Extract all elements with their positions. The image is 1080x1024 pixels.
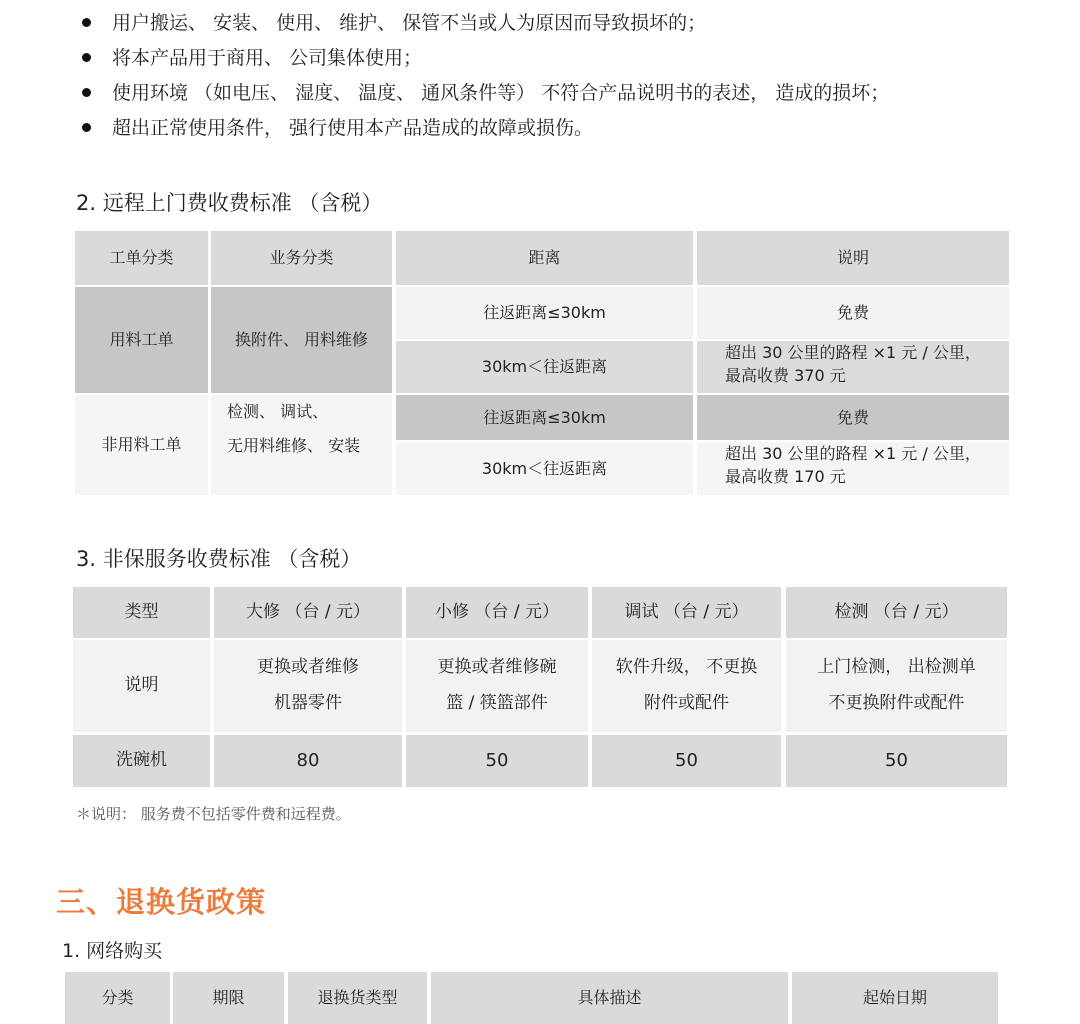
business-category: 换附件、 用料维修 [211,287,392,393]
distance-cell: 30km＜往返距离 [396,341,693,393]
list-item: 超出正常使用条件， 强行使用本产品造成的故障或损伤。 [80,113,889,148]
table-header-cell: 工单分类 [75,231,208,285]
fee-desc-cell: 超出 30 公里的路程 ×1 元 / 公里， 最高收费 170 元 [697,442,1009,495]
distance-cell: 往返距离≤30km [396,395,693,440]
table-header-cell: 期限 [173,972,284,1024]
business-category: 检测、 调试、 无用料维修、 安装 [211,395,392,495]
bullet-dot-icon [82,88,91,97]
price-cell: 80 [214,735,402,787]
remote-fee-title: 2. 远程上门费收费标准 （含税） [76,191,383,215]
list-item: 将本产品用于商用、 公司集体使用； [80,43,889,78]
row-label-cell: 说明 [73,640,210,732]
table-header-cell: 调试 （台 / 元） [592,587,781,638]
price-cell: 50 [786,735,1007,787]
service-desc-cell: 上门检测， 出检测单 不更换附件或配件 [786,640,1007,732]
fee-note: ＊说明： 服务费不包括零件费和远程费。 [76,805,351,823]
price-cell: 50 [592,735,781,787]
table-header-cell: 分类 [65,972,170,1024]
table-header-cell: 小修 （台 / 元） [406,587,588,638]
work-order-category: 非用料工单 [75,395,208,495]
table-header-cell: 大修 （台 / 元） [214,587,402,638]
service-desc-cell: 更换或者维修碗 篮 / 筷篮部件 [406,640,588,732]
service-desc-cell: 更换或者维修 机器零件 [214,640,402,732]
online-purchase-subtitle: 1. 网络购买 [62,940,163,962]
section-title: 三、退换货政策 [56,885,267,919]
fee-desc-cell: 免费 [697,395,1009,440]
bullet-dot-icon [82,53,91,62]
fee-desc-cell: 超出 30 公里的路程 ×1 元 / 公里， 最高收费 370 元 [697,341,1009,393]
table-header-cell: 说明 [697,231,1009,285]
table-header-cell: 退换货类型 [288,972,427,1024]
fee-desc-cell: 免费 [697,287,1009,339]
table-header-cell: 检测 （台 / 元） [786,587,1007,638]
table-header-cell: 起始日期 [792,972,998,1024]
bullet-dot-icon [82,18,91,27]
table-header-cell: 距离 [396,231,693,285]
list-item: 使用环境 （如电压、 湿度、 温度、 通风条件等） 不符合产品说明书的表述， 造成的损坏； [80,78,889,113]
price-cell: 50 [406,735,588,787]
service-desc-cell: 软件升级， 不更换 附件或配件 [592,640,781,732]
condition-list [80,8,889,148]
table-header-cell: 类型 [73,587,210,638]
work-order-category: 用料工单 [75,287,208,393]
table-header-cell: 具体描述 [431,972,788,1024]
list-item: 用户搬运、 安装、 使用、 维护、 保管不当或人为原因而导致损坏的； [80,8,889,43]
distance-cell: 往返距离≤30km [396,287,693,339]
non-warranty-title: 3. 非保服务收费标准 （含税） [76,547,362,571]
product-cell: 洗碗机 [73,735,210,787]
bullet-dot-icon [82,123,91,132]
table-header-cell: 业务分类 [211,231,392,285]
distance-cell: 30km＜往返距离 [396,442,693,495]
